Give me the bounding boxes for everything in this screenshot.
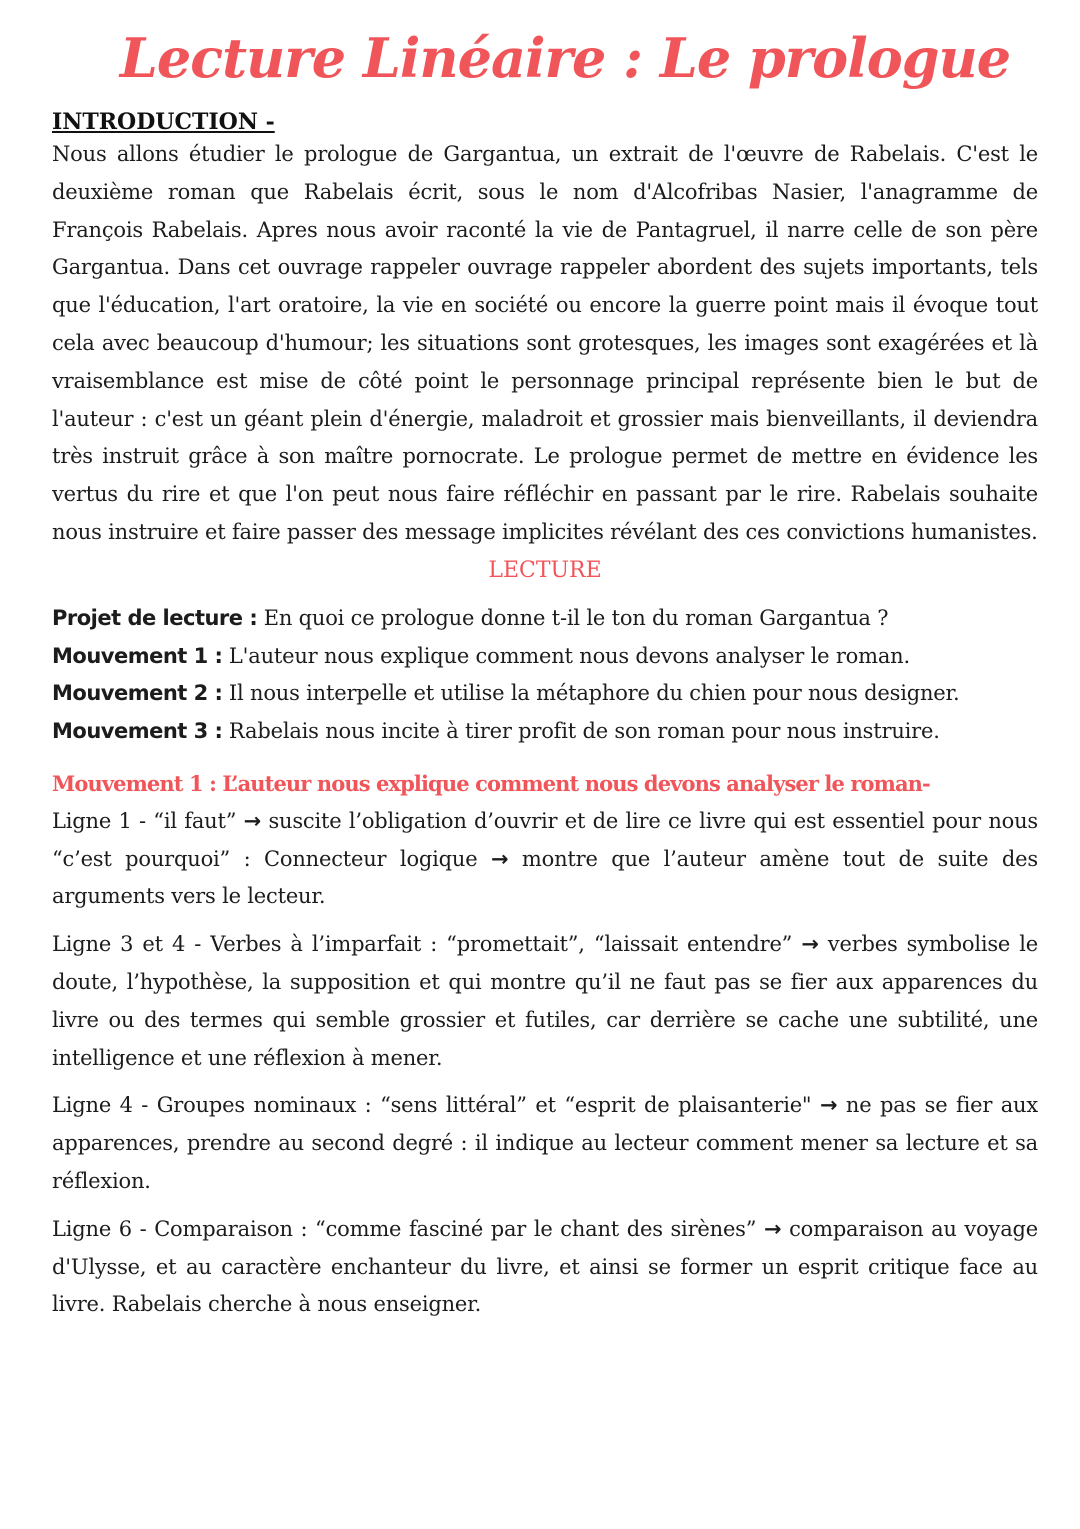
- lecture-label: LECTURE: [488, 557, 602, 583]
- movement-2-text: Il nous interpelle et utilise la métaphore du chien pour nous designer.: [222, 681, 960, 706]
- analysis-line-1-middle: suscite l’obligation d’ouvrir et de lire ce livre qui est essentiel pour nous “c’est pourquoi” : Connecteur logique: [52, 808, 1038, 871]
- page-title: Lecture Linéaire : Le prologue: [119, 26, 1011, 90]
- movement-2-summary: [52, 675, 1038, 713]
- arrow-icon: →: [819, 1093, 838, 1118]
- arrow-icon: →: [490, 846, 509, 871]
- movement-3-summary: [52, 713, 1038, 751]
- analysis-line-3-4-lead: Ligne 3 et 4 - Verbes à l’imparfait : “promettait”, “laissait entendre”: [52, 932, 802, 957]
- arrow-icon: →: [764, 1216, 782, 1241]
- arrow-icon: →: [243, 808, 262, 833]
- analysis-line-4-lead: Ligne 4 - Groupes nominaux : “sens littéral” et “esprit de plaisanterie": [52, 1093, 820, 1118]
- analysis-line-4: [52, 1087, 1038, 1200]
- movement-2-label: Mouvement 2 :: [52, 681, 223, 706]
- movement-1-text: L'auteur nous explique comment nous devons analyser le roman.: [222, 643, 910, 668]
- analysis-line-6: [52, 1211, 1038, 1324]
- analysis-line-6-lead: Ligne 6 - Comparaison : “comme fasciné par le chant des sirènes”: [52, 1216, 764, 1241]
- analysis-line-3-4-text: verbes symbolise le doute, l’hypothèse, la supposition et qui montre qu’il ne faut pas se fier aux apparences du livre ou des termes qui semble grossier et futiles, car derrière se cache une subtilité, une intelligence et une réflexion à mener.: [52, 932, 1038, 1070]
- analysis-line-6-text: comparaison au voyage d'Ulysse, et au caractère enchanteur du livre, et ainsi se former un esprit critique face au livre. Rabelais cherche à nous enseigner.: [52, 1216, 1038, 1317]
- movement-1-heading: Mouvement 1 : L’auteur nous explique comment nous devons analyser le roman-: [52, 770, 930, 796]
- reading-project-label: Projet de lecture :: [52, 605, 258, 630]
- introduction-heading: INTRODUCTION -: [52, 109, 275, 135]
- analysis-line-1: [52, 803, 1038, 916]
- movement-1-summary: [52, 638, 1038, 676]
- reading-project-text: En quoi ce prologue donne t-il le ton du roman Gargantua ?: [257, 605, 889, 630]
- document-page: [52, 0, 1038, 1324]
- reading-project: [52, 600, 1038, 638]
- movement-1-label: Mouvement 1 :: [52, 643, 223, 668]
- movement-3-label: Mouvement 3 :: [52, 719, 223, 744]
- analysis-line-1-lead: Ligne 1 - “il faut”: [52, 808, 244, 833]
- analysis-line-3-4: [52, 926, 1038, 1077]
- analysis-line-4-text: ne pas se fier aux apparences, prendre au second degré : il indique au lecteur comment mener sa lecture et sa réflexion.: [52, 1093, 1038, 1193]
- movement-3-text: Rabelais nous incite à tirer profit de son roman pour nous instruire.: [222, 719, 940, 744]
- introduction-text: Nous allons étudier le prologue de Gargantua, un extrait de l'œuvre de Rabelais. C'est le deuxième roman que Rabelais écrit, sous le nom d'Alcofribas Nasier, l'anagramme de François Rabelais. Apres nous avoir raconté la vie de Pantagruel, il narre celle de son père Gargantua. Dans cet ouvrage rappeler ouvrage rappeler abordent des sujets importants, tels que l'éducation, l'art oratoire, la vie en société ou encore la guerre point mais il évoque tout cela avec beaucoup d'humour; les situations sont grotesques, les images sont exagérées et là vraisemblance est mise de côté point le personnage principal représente bien le but de l'auteur : c'est un géant plein d'énergie, maladroit et grossier mais bienveillants, il deviendra très instruit grâce à son maître pornocrate. Le prologue permet de mettre en évidence les vertus du rire et que l'on peut nous faire réfléchir en passant par le rire. Rabelais souhaite nous instruire et faire passer des message implicites révélant des ces convictions humanistes.: [52, 142, 1038, 544]
- arrow-icon: →: [801, 932, 819, 957]
- analysis-line-1-end: montre que l’auteur amène tout de suite des arguments vers le lecteur.: [52, 846, 1038, 909]
